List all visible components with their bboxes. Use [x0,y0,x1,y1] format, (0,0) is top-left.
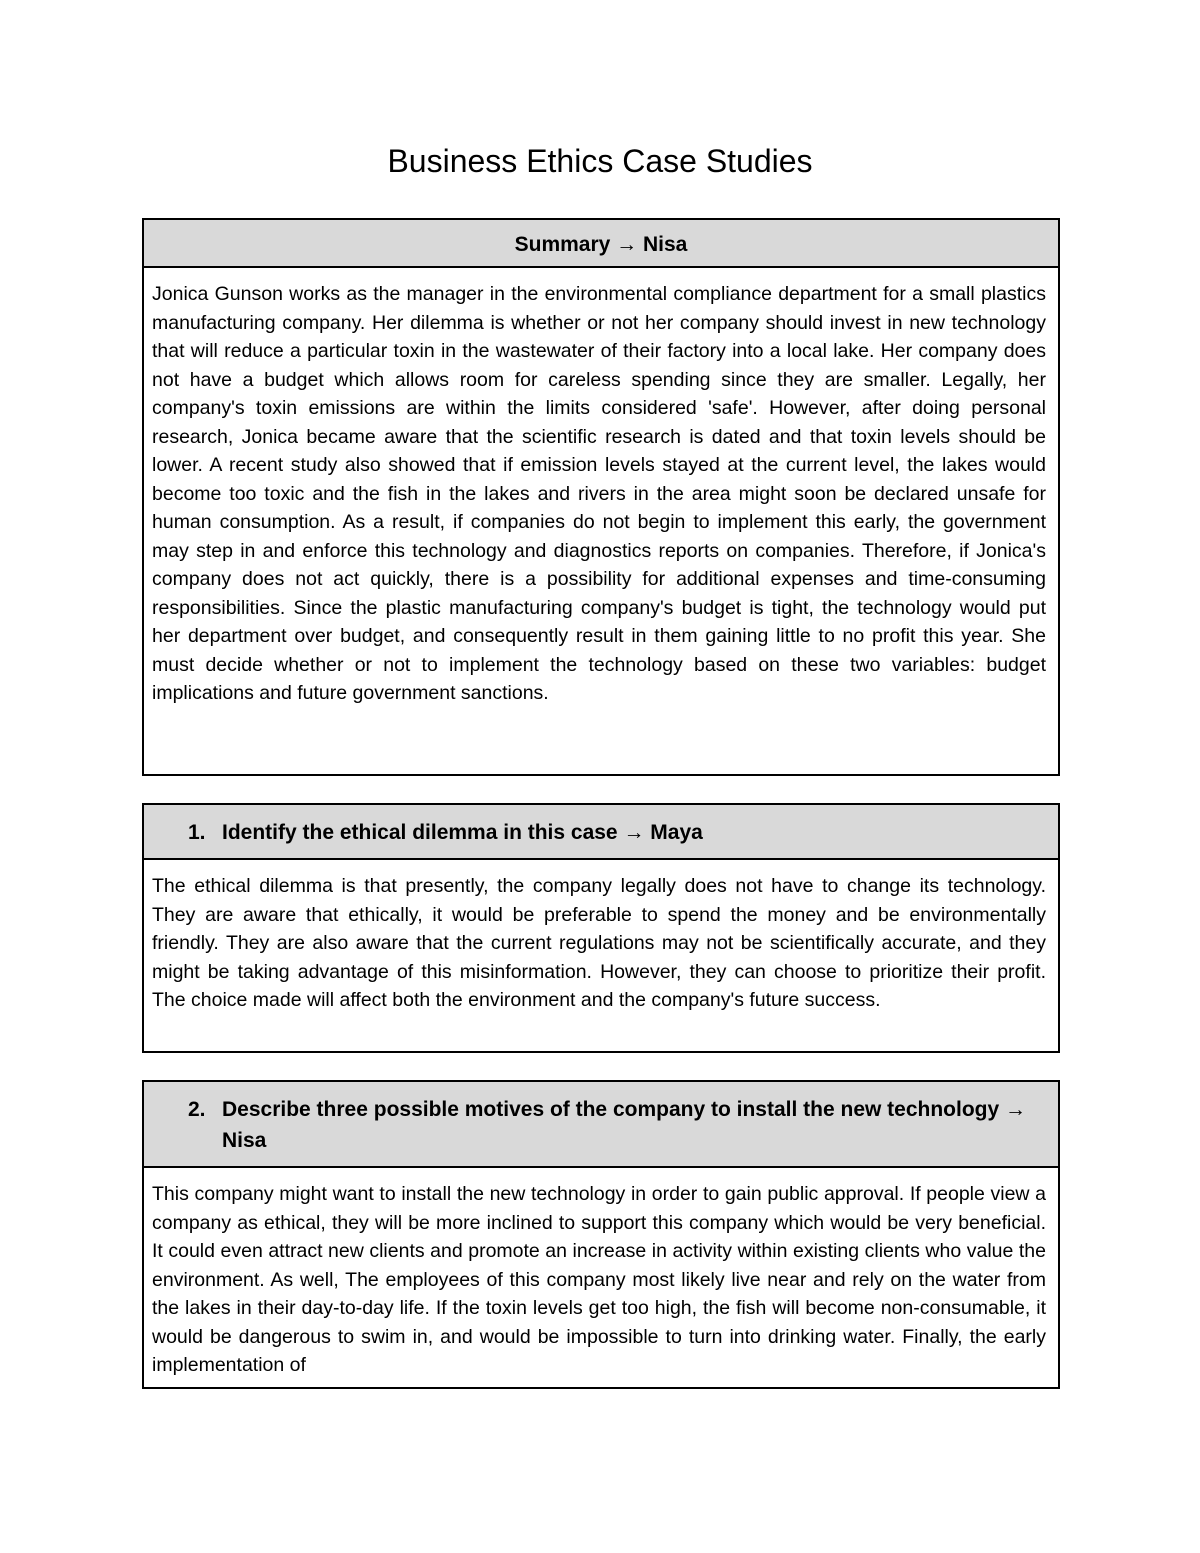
document-title: Business Ethics Case Studies [387,143,813,179]
summary-body: Jonica Gunson works as the manager in the environmental compliance department for a small plastics manufacturing company. Her dilemma is whether or not her company should invest in new technology that will reduce a particular toxin in the wastewater of their factory into a local lake. Her company does not have a budget which allows room for careless spending since they are smaller. Legally, her company's toxin emissions are within the limits considered 'safe'. However, after doing personal research, Jonica became aware that the scientific research is dated and that toxin levels should be lower. A recent study also showed that if emission levels stayed at the current level, the lakes would become too toxic and the fish in the lakes and rivers in the area might soon be declared unsafe for human consumption. As a result, if companies do not begin to implement this early, the government may step in and enforce this technology and diagnostics reports on companies. Therefore, if Jonica's company does not act quickly, there is a possibility for additional expenses and time-consuming responsibilities. Since the plastic manufacturing company's budget is tight, the technology would put her department over budget, and consequently result in them gaining little to no profit this year. She must decide whether or not to implement the technology based on these two variables: budget implications and future government sanctions. [152,283,1046,704]
question-1-heading [144,805,1058,860]
question-1-number: 1. [188,821,206,844]
question-1-heading-text: Identify the ethical dilemma in this case → Maya [222,821,703,844]
question-1-body: The ethical dilemma is that presently, the company legally does not have to change its technology. They are aware that ethically, it would be preferable to spend the money and be environmentally friendly. They are also aware that the current regulations may not be scientifically accurate, and they might be taking advantage of this misinformation. However, they can choose to prioritize their profit. The choice made will affect both the environment and the company's future success. [152,875,1046,1011]
question-2-heading-text: Describe three possible motives of the company to install the new technology → Nisa [222,1098,1026,1152]
question-2-section [142,1080,1060,1389]
question-2-number: 2. [188,1098,206,1121]
summary-section [142,218,1060,776]
question-2-heading [144,1082,1058,1168]
summary-heading: Summary → Nisa [144,220,1058,268]
question-2-body: This company might want to install the new technology in order to gain public approval. If people view a company as ethical, they will be more inclined to support this company which would be very beneficial. It could even attract new clients and promote an increase in activity within existing clients who value the environment. As well, The employees of this company most likely live near and rely on the water from the lakes in their day-to-day life. If the toxin levels get too high, the fish will become non-consumable, it would be dangerous to swim in, and would be impossible to turn into drinking water. Finally, the early implementation of [152,1183,1046,1376]
question-1-section [142,803,1060,1053]
